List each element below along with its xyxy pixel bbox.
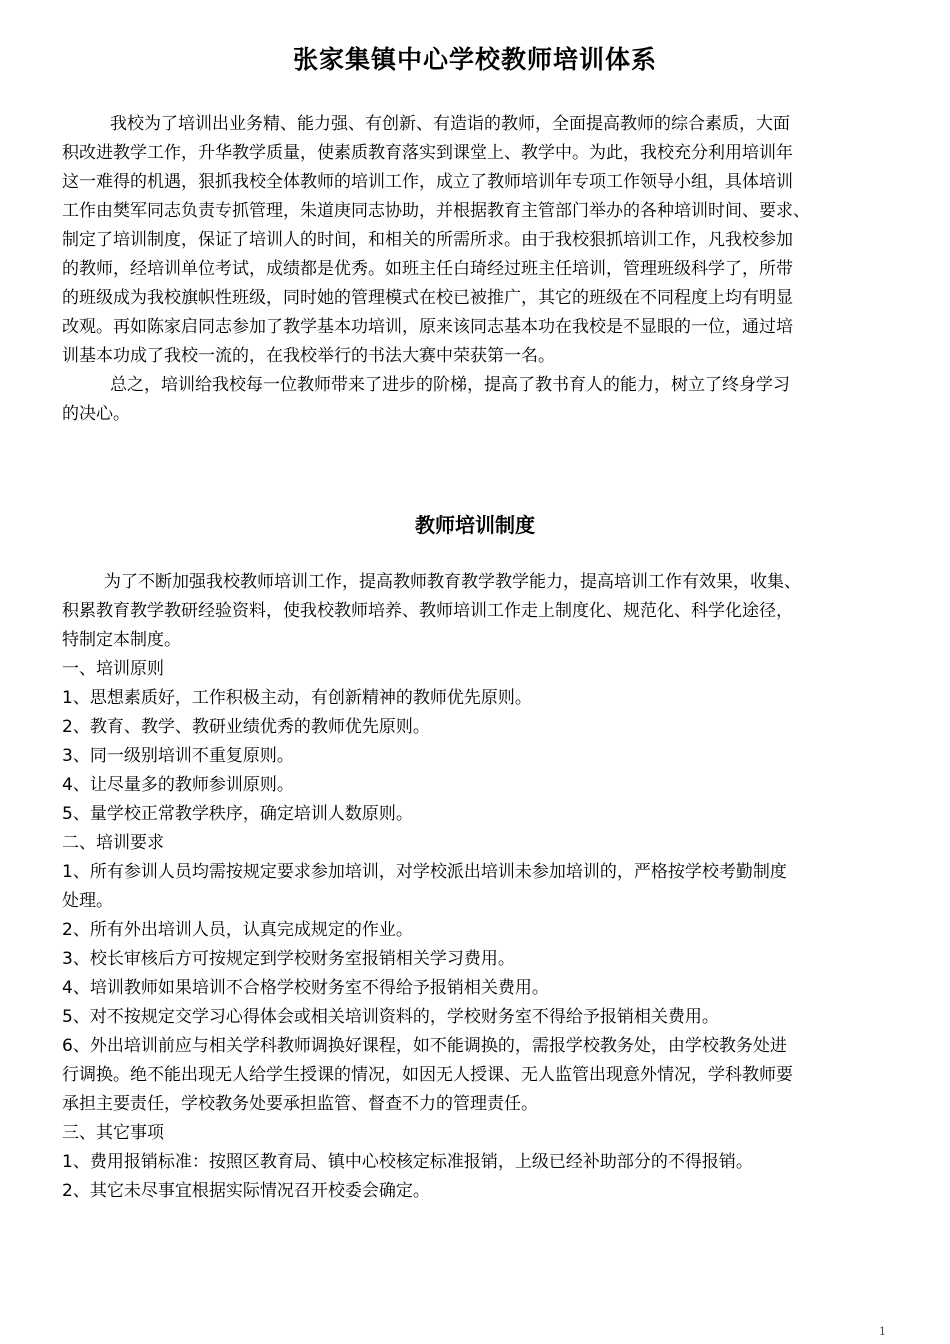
- conclusion-line: 的决心。: [62, 404, 130, 424]
- body-line: 特制定本制度。: [62, 630, 181, 650]
- list-item: 1、思想素质好，工作积极主动，有创新精神的教师优先原则。: [62, 688, 532, 708]
- list-item: 4、让尽量多的教师参训原则。: [62, 775, 294, 795]
- intro-line: 制定了培训制度，保证了培训人的时间，和相关的所需所求。由于我校狠抓培训工作，凡我校参加: [62, 230, 793, 250]
- list-item: 行调换。绝不能出现无人给学生授课的情况，如因无人授课、无人监管出现意外情况，学科教师要: [62, 1065, 793, 1085]
- list-item: 5、量学校正常教学秩序，确定培训人数原则。: [62, 804, 413, 824]
- body-line: 积累教育教学教研经验资料，使我校教师培养、教师培训工作走上制度化、规范化、科学化途径，: [62, 601, 793, 621]
- intro-line: 的教师，经培训单位考试，成绩都是优秀。如班主任白琦经过班主任培训，管理班级科学了，所带: [62, 259, 793, 279]
- list-item: 5、对不按规定交学习心得体会或相关培训资料的，学校财务室不得给予报销相关费用。: [62, 1007, 719, 1027]
- list-item: 2、其它未尽事宜根据实际情况召开校委会确定。: [62, 1181, 430, 1201]
- list-item: 3、校长审核后方可按规定到学校财务室报销相关学习费用。: [62, 949, 515, 969]
- intro-line: 改观。再如陈家启同志参加了教学基本功培训，原来该同志基本功在我校是不显眼的一位，通过培: [62, 317, 793, 337]
- list-item: 4、培训教师如果培训不合格学校财务室不得给予报销相关费用。: [62, 978, 549, 998]
- intro-paragraph: [62, 110, 894, 429]
- section-heading: 二、培训要求: [62, 833, 164, 853]
- section-heading: 三、其它事项: [62, 1123, 164, 1143]
- list-item: 1、费用报销标准：按照区教育局、镇中心校核定标准报销，上级已经补助部分的不得报销。: [62, 1152, 753, 1172]
- intro-line: 我校为了培训出业务精、能力强、有创新、有造诣的教师，全面提高教师的综合素质，大面: [110, 114, 790, 134]
- list-item: 2、教育、教学、教研业绩优秀的教师优先原则。: [62, 717, 430, 737]
- intro-line: 积改进教学工作，升华教学质量，使素质教育落实到课堂上、教学中。为此，我校充分利用培训年: [62, 143, 793, 163]
- section-heading: 一、培训原则: [62, 659, 164, 679]
- list-item: 2、所有外出培训人员，认真完成规定的作业。: [62, 920, 413, 940]
- list-item: 3、同一级别培训不重复原则。: [62, 746, 294, 766]
- page-number: 1: [879, 1325, 886, 1338]
- list-item: 处理。: [62, 891, 113, 911]
- section-title: 教师培训制度: [415, 513, 535, 537]
- body-line: 为了不断加强我校教师培训工作，提高教师教育教学教学能力，提高培训工作有效果，收集、: [104, 572, 801, 592]
- list-item: 1、所有参训人员均需按规定要求参加培训，对学校派出培训未参加培训的，严格按学校考勤制度: [62, 862, 787, 882]
- intro-line: 的班级成为我校旗帜性班级，同时她的管理模式在校已被推广，其它的班级在不同程度上均有明显: [62, 288, 793, 308]
- regulation-body: [62, 568, 894, 1206]
- intro-line: 训基本功成了我校一流的，在我校举行的书法大赛中荣获第一名。: [62, 346, 555, 366]
- conclusion-line: 总之，培训给我校每一位教师带来了进步的阶梯，提高了教书育人的能力，树立了终身学习: [110, 375, 790, 395]
- list-item: 6、外出培训前应与相关学科教师调换好课程，如不能调换的，需报学校教务处，由学校教务处进: [62, 1036, 787, 1056]
- intro-line: 这一难得的机遇，狠抓我校全体教师的培训工作，成立了教师培训年专项工作领导小组，具体培训: [62, 172, 793, 192]
- document-title: 张家集镇中心学校教师培训体系: [292, 45, 657, 74]
- intro-line: 工作由樊军同志负责专抓管理，朱道庚同志协助，并根据教育主管部门举办的各种培训时间、要求、: [62, 201, 810, 221]
- list-item: 承担主要责任，学校教务处要承担监管、督查不力的管理责任。: [62, 1094, 538, 1114]
